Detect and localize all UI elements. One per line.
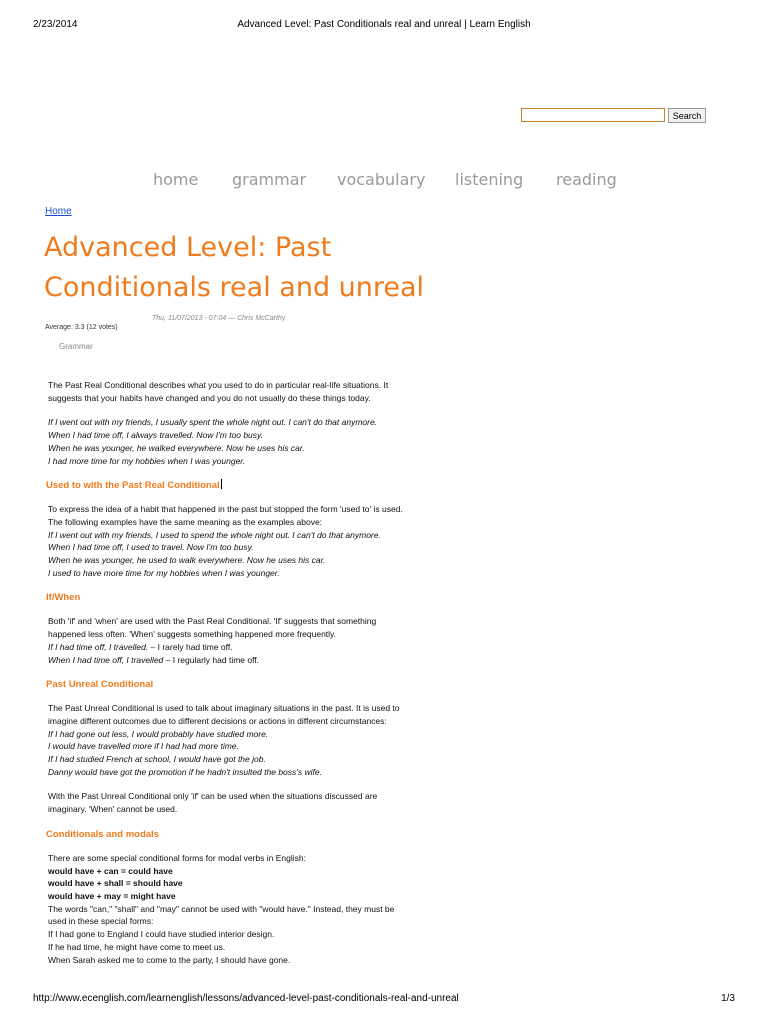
example-line: When he was younger, he walked everywhere. Now he uses his car. xyxy=(48,442,305,453)
nav-grammar[interactable]: grammar xyxy=(232,170,307,189)
body-line: The Past Unreal Conditional is used to talk about imaginary situations in the past. It is used to xyxy=(48,703,400,714)
search-form xyxy=(521,108,702,126)
example-line: When I had time off, I travelled – I regularly had time off. xyxy=(48,654,260,665)
article-body xyxy=(48,379,478,966)
heading-modals: Conditionals and modals xyxy=(46,828,159,840)
nav-vocabulary[interactable]: vocabulary xyxy=(337,170,426,189)
example-line: If I had studied French at school, I would have got the job. xyxy=(48,754,266,765)
nav-reading[interactable]: reading xyxy=(556,170,617,189)
example-line: If he had time, he might have come to meet us. xyxy=(48,941,226,952)
search-button[interactable]: Search xyxy=(668,108,706,123)
rating-average: Average: 3.3 (12 votes) xyxy=(45,324,118,331)
body-line: imagine different outcomes due to different decisions or actions in different circumstances: xyxy=(48,715,387,726)
intro-line: suggests that your habits have changed and you do not usually do these things today. xyxy=(48,392,371,403)
example-line: If I went out with my friends, I usually spent the whole night out. I can't do that anymore. xyxy=(48,417,378,428)
example-line: When Sarah asked me to come to the party, I should have gone. xyxy=(48,954,291,965)
body-line: The words "can," "shall" and "may" cannot be used with "would have." Instead, they must be xyxy=(48,903,395,914)
example-line: When I had time off, I always travelled. Now I'm too busy. xyxy=(48,430,263,441)
nav-home[interactable]: home xyxy=(153,170,199,189)
body-line: There are some special conditional forms for modal verbs in English: xyxy=(48,852,306,863)
print-date: 2/23/2014 xyxy=(33,19,78,30)
body-line: The following examples have the same meaning as the examples above: xyxy=(48,516,323,527)
body-line: With the Past Unreal Conditional only 'if' can be used when the situations discussed are xyxy=(48,791,378,802)
print-header xyxy=(0,19,768,33)
rule-line: would have + can = could have xyxy=(48,865,173,876)
body-line: happened less often. 'When' suggests something happened more frequently. xyxy=(48,629,337,640)
body-line: used in these special forms: xyxy=(48,916,154,927)
example-line: I used to have more time for my hobbies when I was younger. xyxy=(48,567,280,578)
example-line: If I went out with my friends, I used to spend the whole night out. I can't do that anymore. xyxy=(48,529,381,540)
search-input[interactable] xyxy=(521,108,665,122)
example-line: Danny would have got the promotion if he hadn't insulted the boss's wife. xyxy=(48,766,322,777)
example-line: If I had gone to England I could have studied interior design. xyxy=(48,929,275,940)
example-line: When he was younger, he used to walk everywhere. Now he uses his car. xyxy=(48,555,326,566)
page-title: Advanced Level: Past Conditionals real and unreal xyxy=(44,232,425,303)
intro-line: The Past Real Conditional describes what you used to do in particular real-life situations. It xyxy=(48,380,389,390)
example-line: If I had time off, I travelled. – I rarely had time off. xyxy=(48,641,233,652)
breadcrumb-home[interactable]: Home xyxy=(45,206,72,217)
heading-if-when: If/When xyxy=(46,592,81,604)
example-line: I had more time for my hobbies when I was younger. xyxy=(48,455,246,466)
print-title: Advanced Level: Past Conditionals real and unreal | Learn English xyxy=(237,19,531,30)
body-line: To express the idea of a habit that happened in the past but stopped the form 'used to' is used. xyxy=(48,504,403,515)
body-line: imaginary. 'When' cannot be used. xyxy=(48,804,178,815)
example-line: I would have travelled more if I had had more time. xyxy=(48,741,239,752)
example-line: When I had time off, I used to travel. Now I'm too busy. xyxy=(48,542,254,553)
rule-line: would have + shall = should have xyxy=(48,878,183,889)
body-line: Both 'if' and 'when' are used with the Past Real Conditional. 'If' suggests that something xyxy=(48,616,377,627)
page-number: 1/3 xyxy=(721,993,735,1004)
print-url: http://www.ecenglish.com/learnenglish/lessons/advanced-level-past-conditionals-real-and-unreal xyxy=(33,993,459,1004)
nav-listening[interactable]: listening xyxy=(455,170,524,189)
category-tag[interactable]: Grammar xyxy=(59,342,93,351)
heading-used-to: Used to with the Past Real Conditional xyxy=(46,480,220,492)
example-line: If I had gone out less, I would probably have studied more. xyxy=(48,728,269,739)
post-meta: Thu, 11/07/2013 - 07:04 — Chris McCarthy xyxy=(152,315,286,322)
heading-past-unreal: Past Unreal Conditional xyxy=(46,679,154,691)
rule-line: would have + may = might have xyxy=(48,890,176,901)
text-cursor xyxy=(221,479,222,489)
